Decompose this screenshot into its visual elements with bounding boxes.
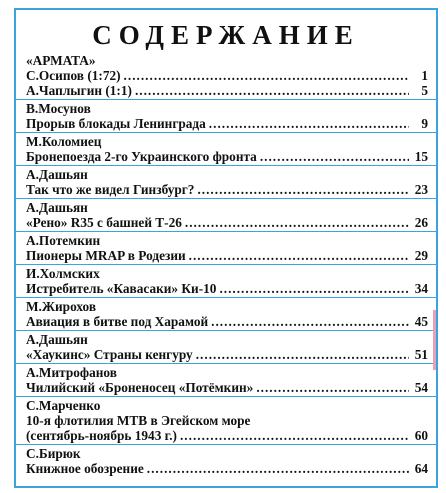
toc-article-title: Пионеры MRAP в Родезии <box>26 248 186 263</box>
toc-entry <box>16 444 436 477</box>
toc-author: С.Марченко <box>26 398 101 413</box>
toc-leader-dots <box>135 83 409 98</box>
toc-leader-dots <box>185 215 409 230</box>
toc-article-title: 10-я флотилия МТВ в Эгейском море <box>26 413 251 428</box>
toc-leader-dots <box>197 182 409 197</box>
toc-article-title: С.Осипов (1:72) <box>26 68 121 83</box>
toc-author: А.Дашьян <box>26 167 88 182</box>
toc-author: «АРМАТА» <box>26 53 96 68</box>
toc-article-title: Авиация в битве под Харамой <box>26 314 209 329</box>
toc-line <box>26 182 428 197</box>
toc-entry <box>16 330 436 363</box>
toc-author: И.Холмских <box>26 266 100 281</box>
toc-article-title: Бронепоезда 2-го Украинского фронта <box>26 149 257 164</box>
toc-article-title: (сентябрь-ноябрь 1943 г.) <box>26 428 177 443</box>
toc-entry <box>16 99 436 132</box>
toc-entry <box>16 165 436 198</box>
toc-page-number: 5 <box>421 83 428 98</box>
page-title: СОДЕРЖАНИЕ <box>92 20 360 50</box>
toc-leader-dots <box>256 380 409 395</box>
toc-leader-dots <box>196 347 409 362</box>
toc-line <box>26 248 428 263</box>
toc-entry <box>16 396 436 444</box>
toc-line <box>26 68 428 83</box>
toc-article-title: Прорыв блокады Ленинграда <box>26 116 206 131</box>
toc-article-title: «Хаукинс» Страны кенгуру <box>26 347 193 362</box>
toc-leader-dots <box>211 314 409 329</box>
toc-entry <box>16 52 436 99</box>
toc-page-number: 1 <box>421 68 428 83</box>
toc-article-title: Так что же видел Гинзбург? <box>26 182 195 197</box>
toc-leader-dots <box>260 149 409 164</box>
toc-line <box>26 413 428 428</box>
toc-author: А.Дашьян <box>26 332 88 347</box>
toc-article-title: «Рено» R35 с башней Т-26 <box>26 215 182 230</box>
toc-article-title: Истребитель «Кавасаки» Ки-10 <box>26 281 217 296</box>
toc-line <box>26 116 428 131</box>
page-edge-mark <box>433 310 436 370</box>
toc-leader-dots <box>124 68 409 83</box>
toc-page-number: 15 <box>414 149 428 164</box>
toc-line <box>26 380 428 395</box>
toc-page-number: 51 <box>414 347 428 362</box>
toc-leader-dots <box>147 461 409 476</box>
toc-article-title: Чилийский «Броненосец «Потёмкин» <box>26 380 254 395</box>
toc-author: М.Коломиец <box>26 134 102 149</box>
toc-author: М.Жирохов <box>26 299 97 314</box>
toc-line <box>26 314 428 329</box>
toc-entry <box>16 264 436 297</box>
toc-line <box>26 461 428 476</box>
toc-page-number: 54 <box>414 380 428 395</box>
toc-line <box>26 428 428 443</box>
toc-entry <box>16 363 436 396</box>
toc-article-title: Книжное обозрение <box>26 461 144 476</box>
toc-entry <box>16 231 436 264</box>
toc-article-title: А.Чаплыгин (1:1) <box>26 83 132 98</box>
toc-line <box>26 83 428 98</box>
toc-page-number: 23 <box>414 182 428 197</box>
toc-line <box>26 347 428 362</box>
toc-leader-dots <box>180 428 409 443</box>
contents-page <box>14 8 438 488</box>
toc-entry <box>16 198 436 231</box>
toc-page-number: 29 <box>414 248 428 263</box>
toc-author: А.Митрофанов <box>26 365 117 380</box>
toc-page-number: 60 <box>414 428 428 443</box>
toc-leader-dots <box>189 248 409 263</box>
toc-leader-dots <box>209 116 409 131</box>
toc-author: В.Мосунов <box>26 101 91 116</box>
toc-entry <box>16 297 436 330</box>
toc-page-number: 26 <box>414 215 428 230</box>
toc-line <box>26 281 428 296</box>
toc-page-number: 9 <box>421 116 428 131</box>
toc-page-number: 45 <box>414 314 428 329</box>
toc-author: С.Бирюк <box>26 446 81 461</box>
toc-line <box>26 149 428 164</box>
toc-author: А.Потемкин <box>26 233 101 248</box>
toc-page-number: 34 <box>414 281 428 296</box>
toc-author: А.Дашьян <box>26 200 88 215</box>
table-of-contents <box>16 52 436 477</box>
toc-leader-dots <box>219 281 409 296</box>
toc-line <box>26 215 428 230</box>
toc-entry <box>16 132 436 165</box>
toc-page-number: 64 <box>414 461 428 476</box>
